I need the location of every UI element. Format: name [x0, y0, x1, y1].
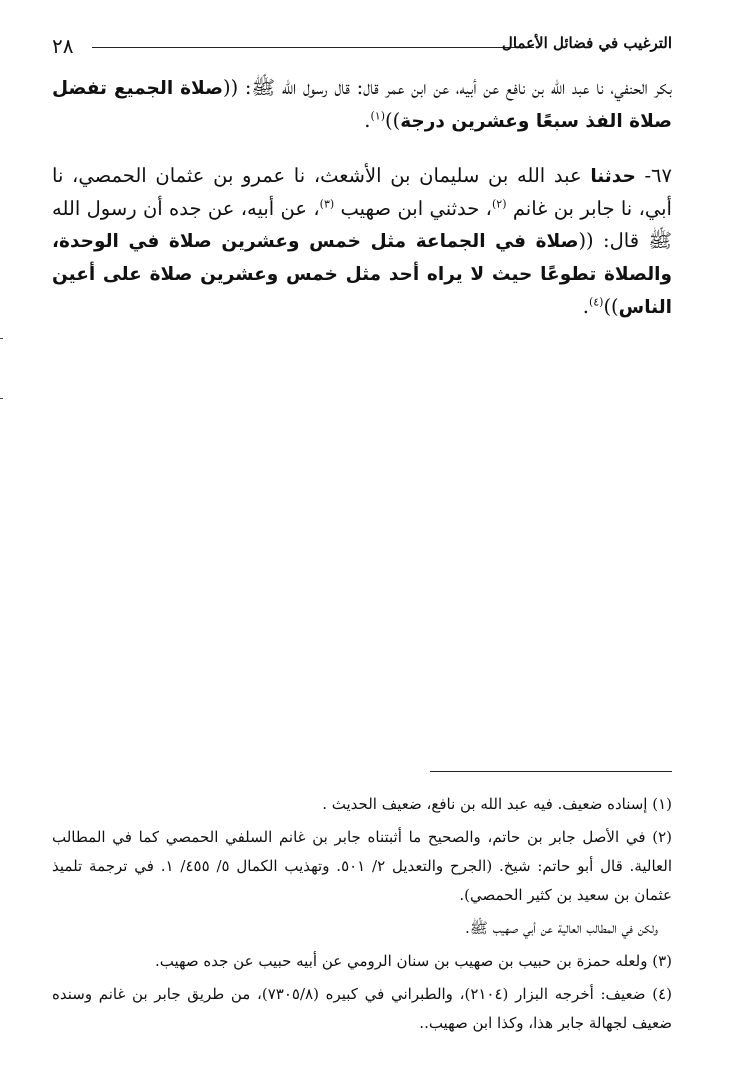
footnote-3: (٣) ولعله حمزة بن حبيب بن صهيب بن سنان الرومي عن أبيه حبيب عن جده صهيب.	[154, 952, 672, 970]
footnote-ref-1[interactable]: (١)	[370, 109, 385, 123]
p2-quote-open: ((	[578, 229, 594, 252]
running-title: الترغيب في فضائل الأعمال	[501, 34, 672, 52]
scan-edge-mark	[0, 398, 3, 399]
footnote-2: (٢) في الأصل جابر بن حاتم، والصحيح ما أثبتناه جابر بن غانم السلفي الحمصي كما في المطالب العالية. قال أبو حاتم: شيخ. (الجرح والتعديل ٢/ ٥٠١. وتهذيب الكمال ٥/ ٤٥٥/ ١. في ترجمة تلميذ عثمان بن سعيد بن كثير الحمصي).	[52, 828, 673, 904]
p2-text2: ، حدثني ابن صهيب	[334, 197, 492, 220]
footnote-4: (٤) ضعيف: أخرجه البزار (٢١٠٤)، والطبراني في كبيره (٧٣٠٥/٨)، من طريق جابر بن غانم وسنده ضعيف لجهالة جابر هذا، وكذا ابن صهيب..	[52, 985, 672, 1032]
footnote-ref-4[interactable]: (٤)	[588, 295, 604, 309]
p2-text3: ، عن أبيه، عن جده أن رسول الله ﷺ قال:	[52, 197, 672, 252]
page-number: ٢٨	[52, 34, 74, 58]
footnote-ref-2[interactable]: (٢)	[491, 197, 507, 211]
p2-end: .	[582, 295, 589, 318]
paragraph-hadith-67	[52, 160, 672, 324]
p2-text: عبد الله بن سليمان بن الأشعث، نا عمرو بن عثمان الحمصي، نا أبي، نا جابر بن غانم	[52, 164, 672, 220]
p1-end: .	[364, 109, 371, 132]
p1-bold-quote: صلاة الجميع تفضل صلاة الفذ سبعًا وعشرين درجة	[52, 78, 672, 132]
footnote-ref-3[interactable]: (٣)	[319, 197, 335, 211]
p1-quote-close: ))	[384, 109, 401, 132]
footnotes	[52, 790, 672, 1042]
p2-bold-quote: صلاة في الجماعة مثل خمس وعشرين صلاة في الوحدة، والصلاة تطوعًا حيث لا يراه أحد مثل خمس وعشرين صلاة على أعين الناس	[52, 231, 672, 318]
p1-quote-open: ((	[222, 76, 239, 99]
page-header	[52, 34, 672, 60]
scan-edge-mark	[0, 338, 3, 339]
p2-bold-lead: حدثنا	[590, 166, 636, 187]
hadith-number: ٦٧-	[644, 164, 672, 187]
paragraph-hadith-66	[52, 72, 672, 138]
footnote-1: (١) إسناده ضعيف. فيه عبد الله بن نافع، ضعيف الحديث .	[322, 795, 672, 813]
footnote-2-continued: ولكن في المطالب العالية عن أبي صهيب ﷺ.	[465, 919, 658, 937]
footnote-separator	[430, 771, 672, 772]
p1-plain: بكر الحنفي، نا عبد الله بن نافع عن أبيه، عن ابن عمر قال: قال رسول الله ﷺ:	[238, 76, 672, 99]
main-text	[52, 72, 672, 324]
header-rule	[92, 47, 534, 48]
p2-quote-close: ))	[603, 295, 619, 318]
